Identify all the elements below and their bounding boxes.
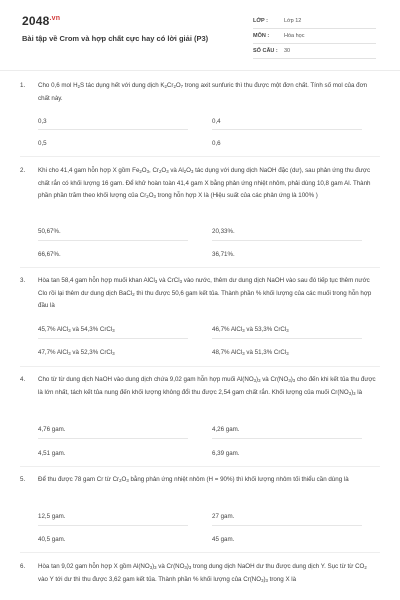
option-a[interactable]: 45,7% AlCl$_3$ và 54,3% CrCl$_3$	[38, 326, 115, 333]
option-b[interactable]: 27 gam.	[212, 513, 235, 520]
option-d[interactable]: 6,39 gam.	[212, 450, 240, 457]
question-separator	[20, 267, 380, 268]
meta-value: Lớp 12	[284, 18, 302, 24]
option-a[interactable]: 4,76 gam.	[38, 426, 66, 433]
option-divider	[212, 525, 362, 526]
option-b[interactable]: 0,4	[212, 118, 221, 125]
question-number: 3.	[20, 277, 26, 284]
option-c[interactable]: 66,67%.	[38, 251, 61, 258]
question-text: Hòa tan 9,02 gam hỗn hợp X gồm $Al(NO_3)_3$ và $Cr(NO_3)_3$ trong dung dịch NaOH dư thu được dung dịch Y. Sục từ từ $CO_2$ vào Y tới dư thì thu được 3,62 gam kết tủa. Thành phần % khối lượng của $Cr(NO_3)_3$ trong X là	[38, 563, 367, 583]
option-d[interactable]: 0,6	[212, 140, 221, 147]
option-d[interactable]: 45 gam.	[212, 536, 235, 543]
meta-key: SỐ CÂU :	[253, 48, 278, 54]
option-divider	[212, 240, 362, 241]
meta-value: 30	[284, 48, 291, 54]
option-c[interactable]: 4,51 gam.	[38, 450, 66, 457]
page-header	[0, 0, 400, 70]
option-c[interactable]: 40,5 gam.	[38, 536, 66, 543]
option-c[interactable]: 47,7% AlCl$_3$ và 52,3% CrCl$_3$	[38, 349, 115, 356]
question-text: Hòa tan 58,4 gam hỗn hợp muối khan AlCl$_3$ và CrCl$_3$ vào nước, thêm dư dung dịch NaOH vào sau đó tiếp tục thêm nước Clo rồi lại thêm dư dung dịch BaCl$_2$ thì thu được 50,6 gam kết tủa. Thành phần % khối lượng của các muối trong hỗn hợp đầu là	[38, 277, 372, 309]
option-divider	[212, 338, 362, 339]
meta-key: LỚP :	[253, 18, 268, 24]
question-number: 1.	[20, 82, 26, 89]
option-divider	[38, 129, 188, 130]
option-d[interactable]: 48,7% AlCl$_3$ và 51,3% CrCl$_3$	[212, 349, 289, 356]
question-number: 6.	[20, 563, 26, 570]
meta-row-class	[253, 14, 376, 29]
option-divider	[38, 240, 188, 241]
option-c[interactable]: 0,5	[38, 140, 47, 147]
option-divider	[38, 525, 188, 526]
question-separator	[20, 466, 380, 467]
option-d[interactable]: 36,71%.	[212, 251, 235, 258]
option-b[interactable]: 46,7% AlCl$_3$ và 53,3% CrCl$_3$	[212, 326, 289, 333]
meta-row-count	[253, 44, 376, 59]
site-logo[interactable]	[22, 14, 60, 28]
header-divider	[0, 70, 400, 71]
meta-key: MÔN :	[253, 33, 270, 39]
logo-text: 2048	[22, 14, 50, 28]
option-a[interactable]: 0,3	[38, 118, 47, 125]
question-separator	[20, 552, 380, 553]
question-number: 2.	[20, 167, 26, 174]
question-text: Để thu được 78 gam Cr từ $Cr_2O_3$ bằng phản ứng nhiệt nhôm (H = 90%) thì khối lượng nhôm tối thiểu cần dùng là	[38, 476, 349, 483]
option-divider	[38, 438, 188, 439]
option-divider	[212, 438, 362, 439]
logo-suffix: .vn	[49, 15, 61, 22]
option-b[interactable]: 4,26 gam.	[212, 426, 240, 433]
option-divider	[212, 129, 362, 130]
page-title: Bài tập về Crom và hợp chất cực hay có lời giải (P3)	[22, 34, 209, 43]
option-divider	[38, 338, 188, 339]
question-number: 4.	[20, 376, 26, 383]
option-a[interactable]: 50,67%.	[38, 228, 61, 235]
option-b[interactable]: 20,33%.	[212, 228, 235, 235]
question-text: Cho 0,6 mol $H_2S$ tác dụng hết với dung dịch $K_2Cr_2O_7$ trong axit sunfuric thì thu được một đơn chất. Tính số mol của đơn chất này.	[38, 82, 368, 102]
question-number: 5.	[20, 476, 26, 483]
meta-row-subject	[253, 29, 376, 44]
option-a[interactable]: 12,5 gam.	[38, 513, 66, 520]
meta-value: Hóa học	[284, 33, 305, 39]
question-separator	[20, 156, 380, 157]
question-text: Cho từ từ dung dịch NaOH vào dung dịch chứa 9,02 gam hỗn hợp muối $Al(NO_3)_3$ và $Cr(NO_3)_3$ cho đến khi kết tủa thu được là lớn nhất, tách kết tủa nung đến khối lượng không đổi thu được 2,54 gam chất rắn. Khối lượng của muối $Cr(NO_3)_3$ là	[38, 376, 376, 396]
question-text: Khi cho 41,4 gam hỗn hợp X gồm $Fe_2O_3$, $Cr_2O_3$ và $Al_2O_3$ tác dụng với dung dịch NaOH đặc (dư), sau phản ứng thu được chất rắn có khối lượng 16 gam. Để khử hoàn toàn 41,4 gam X bằng phản ứng nhiệt nhôm, phải dùng 10,8 gam Al. Thành phần phần trăm theo khối lượng của $Cr_2O_3$ trong hỗn hợp X là (Hiệu suất của các phản ứng là 100% )	[38, 167, 371, 199]
question-separator	[20, 366, 380, 367]
